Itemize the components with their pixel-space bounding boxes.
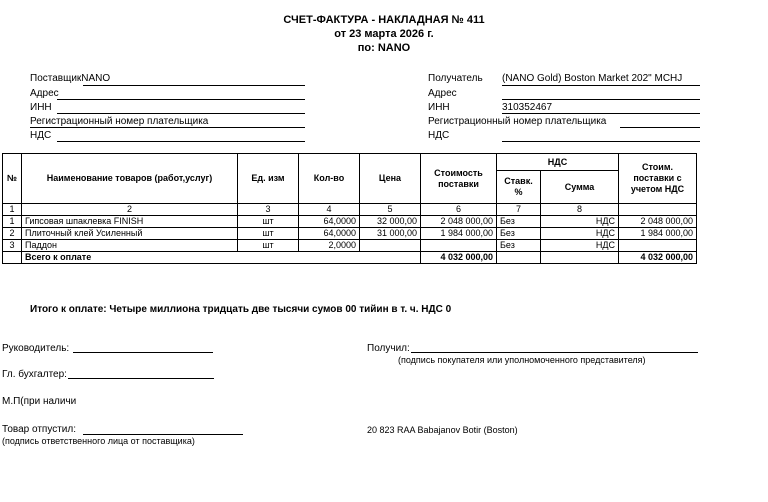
row-price: 32 000,00 (360, 216, 421, 228)
head-signature-line (73, 352, 213, 353)
col-number: 5 (360, 204, 421, 216)
col-number: 2 (22, 204, 238, 216)
supplier-address-label: Адрес (30, 88, 59, 99)
document-date: от 23 марта 2026 г. (334, 28, 434, 40)
document-title: СЧЕТ-ФАКТУРА - НАКЛАДНАЯ № 411 (283, 14, 485, 26)
total-row (3, 252, 697, 264)
col-number: 6 (421, 204, 497, 216)
courier-info: 20 823 RAA Babajanov Botir (Boston) (367, 425, 518, 435)
row-num: 1 (3, 216, 22, 228)
col-number: 4 (299, 204, 360, 216)
supplier-line (83, 85, 305, 86)
col-header-num: № (3, 154, 22, 204)
col-header-name: Наименование товаров (работ,услуг) (22, 154, 238, 204)
table-row (3, 228, 697, 240)
received-signature-label: Получил: (367, 343, 410, 354)
row-unit: шт (238, 228, 299, 240)
row-vat-sum: НДС (541, 240, 619, 252)
recipient-inn-label: ИНН (428, 102, 450, 113)
recipient-reg-label: Регистрационный номер плательщика (428, 116, 607, 127)
row-total (619, 240, 697, 252)
supplier-vat-label: НДС (30, 130, 52, 141)
recipient-inn-line (502, 113, 700, 114)
total-vat-sum-cell (541, 252, 619, 264)
row-vat-rate: Без (497, 228, 541, 240)
recipient-address-label: Адрес (428, 88, 457, 99)
supplier-inn-line (57, 113, 305, 114)
col-number: 3 (238, 204, 299, 216)
total-cost: 4 032 000,00 (421, 252, 497, 264)
row-price (360, 240, 421, 252)
stamp-label: М.П(при наличи (2, 396, 77, 407)
row-qty: 64,0000 (299, 216, 360, 228)
total-with-vat: 4 032 000,00 (619, 252, 697, 264)
recipient-line (502, 85, 700, 86)
row-vat-sum: НДС (541, 216, 619, 228)
col-header-vat-sum: Сумма (541, 171, 619, 204)
supplier-vat-line (57, 141, 305, 142)
col-number: 7 (497, 204, 541, 216)
row-num: 3 (3, 240, 22, 252)
row-name: Паддон (22, 240, 238, 252)
row-total: 1 984 000,00 (619, 228, 697, 240)
supplier-address-line (57, 99, 305, 100)
received-signature-note: (подпись покупателя или уполномоченного представителя) (398, 355, 646, 365)
column-number-row (3, 204, 697, 216)
accountant-signature-line (68, 378, 214, 379)
col-header-total: Стоим. поставки с учетом НДС (619, 154, 697, 204)
table-row (3, 240, 697, 252)
recipient-inn: 310352467 (502, 102, 553, 113)
supplier-inn-label: ИНН (30, 102, 52, 113)
document-basis: по: NANO (357, 42, 411, 54)
col-number (619, 204, 697, 216)
supplier-row (30, 73, 110, 84)
row-cost (421, 240, 497, 252)
received-signature-line (411, 352, 698, 353)
accountant-signature-label: Гл. бухгалтер: (2, 369, 67, 380)
col-number: 1 (3, 204, 22, 216)
row-unit: шт (238, 216, 299, 228)
head-signature-label: Руководитель: (2, 343, 70, 354)
supplier-reg-line (30, 127, 305, 128)
recipient-address-line (502, 99, 700, 100)
total-label: Всего к оплате (22, 252, 421, 264)
released-signature-note: (подпись ответственного лица от поставщика) (2, 436, 195, 446)
row-total: 2 048 000,00 (619, 216, 697, 228)
row-name: Плиточный клей Усиленный (22, 228, 238, 240)
row-price: 31 000,00 (360, 228, 421, 240)
row-num: 2 (3, 228, 22, 240)
amount-in-words: Итого к оплате: Четыре миллиона тридцать две тысячи сумов 00 тийин в т. ч. НДС 0 (30, 304, 452, 315)
supplier-name: NANO (81, 73, 111, 84)
recipient-vat-line (502, 141, 700, 142)
supplier-label: Поставщик (30, 73, 82, 84)
recipient-reg-line (620, 127, 700, 128)
invoice-table (2, 153, 697, 264)
released-signature-line (83, 434, 243, 435)
col-header-vat-rate: Ставк. % (497, 171, 541, 204)
col-number: 8 (541, 204, 619, 216)
row-unit: шт (238, 240, 299, 252)
total-empty-cell (3, 252, 22, 264)
row-cost: 2 048 000,00 (421, 216, 497, 228)
col-header-unit: Ед. изм (238, 154, 299, 204)
row-qty: 64,0000 (299, 228, 360, 240)
table-row (3, 216, 697, 228)
recipient-label: Получатель (428, 73, 483, 84)
released-signature-label: Товар отпустил: (2, 424, 76, 435)
col-header-cost: Стоимость поставки (421, 154, 497, 204)
col-header-qty: Кол-во (299, 154, 360, 204)
row-cost: 1 984 000,00 (421, 228, 497, 240)
row-vat-sum: НДС (541, 228, 619, 240)
col-header-vat: НДС (497, 154, 619, 171)
row-vat-rate: Без (497, 240, 541, 252)
total-vat-rate-cell (497, 252, 541, 264)
row-qty: 2,0000 (299, 240, 360, 252)
col-header-price: Цена (360, 154, 421, 204)
row-name: Гипсовая шпаклевка FINISH (22, 216, 238, 228)
row-vat-rate: Без (497, 216, 541, 228)
recipient-name: (NANO Gold) Boston Market 202" MCHJ (502, 73, 683, 84)
supplier-reg-label: Регистрационный номер плательщика (30, 116, 209, 127)
recipient-vat-label: НДС (428, 130, 450, 141)
